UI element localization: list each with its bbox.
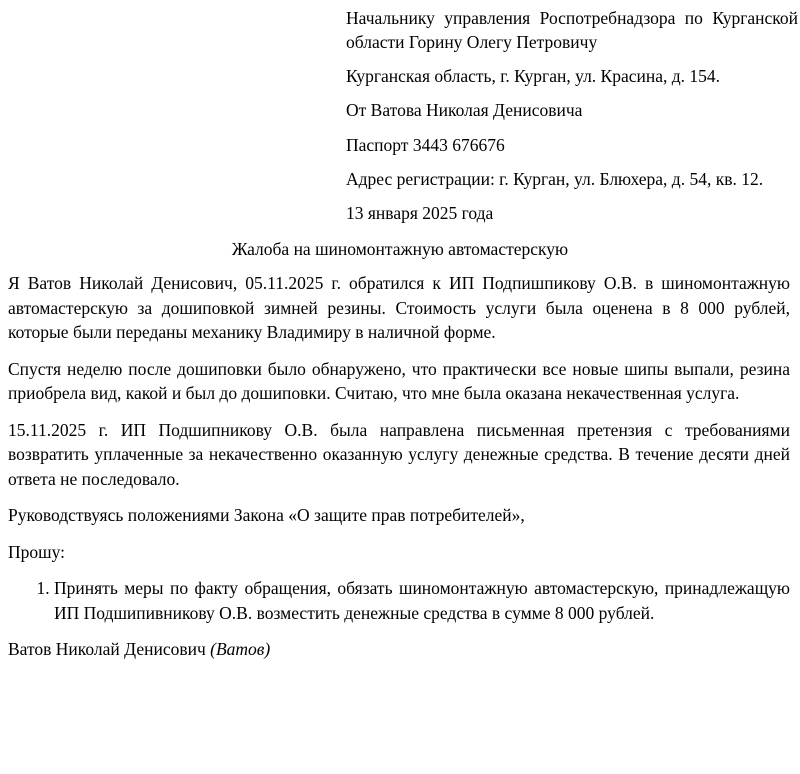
signature-name: Ватов Николай Денисович bbox=[8, 639, 206, 660]
list-item: 1. Принять меры по факту обращения, обязать шиномонтажную автомастерскую, принадлежащую ИП Подшипивникову О.В. возместить денежные средства в сумме 8 000 рублей. bbox=[54, 576, 790, 625]
request-label: Прошу: bbox=[8, 541, 65, 562]
signature-autograph: (Ватов) bbox=[210, 639, 271, 660]
claims-list bbox=[4, 576, 796, 625]
body-paragraph-1: Я Ватов Николай Денисович, 05.11.2025 г. обратился к ИП Подпишпикову О.В. в шиномонтажную автомастерскую за дошиповкой зимней резины. Стоимость услуги была оценена в 8 000 рублей, которые были переданы механику Владимиру в наличной форме. bbox=[8, 273, 790, 343]
addressee-authority: Начальнику управления Роспотребнадзора по Курганской области Горину Олегу Петровичу bbox=[346, 8, 798, 53]
addressee-address: Курганская область, г. Курган, ул. Красина, д. 154. bbox=[346, 66, 721, 87]
addressee-block bbox=[346, 6, 798, 225]
body-paragraph-4: Руководствуясь положениями Закона «О защите прав потребителей», bbox=[8, 505, 525, 526]
applicant-name: От Ватова Николая Денисовича bbox=[346, 100, 583, 121]
applicant-registration-address: Адрес регистрации: г. Курган, ул. Блюхера, д. 54, кв. 12. bbox=[346, 168, 764, 189]
signature-line bbox=[4, 637, 796, 662]
applicant-passport: Паспорт 3443 676676 bbox=[346, 134, 505, 155]
body-paragraph-2: Спустя неделю после дошиповки было обнаружено, что практически все новые шипы выпали, резина приобрела вид, какой и был до дошиповки. Считаю, что мне была оказана некачественная услуга. bbox=[8, 358, 790, 404]
page-title: Жалоба на шиномонтажную автомастерскую bbox=[231, 238, 569, 259]
document-date: 13 января 2025 года bbox=[346, 202, 494, 223]
body-paragraph-3: 15.11.2025 г. ИП Подшипникову О.В. была направлена письменная претензия с требованиями возвратить уплаченные за некачественно оказанную услугу денежные средства. В течение десяти дней ответа не последовало. bbox=[8, 419, 790, 489]
